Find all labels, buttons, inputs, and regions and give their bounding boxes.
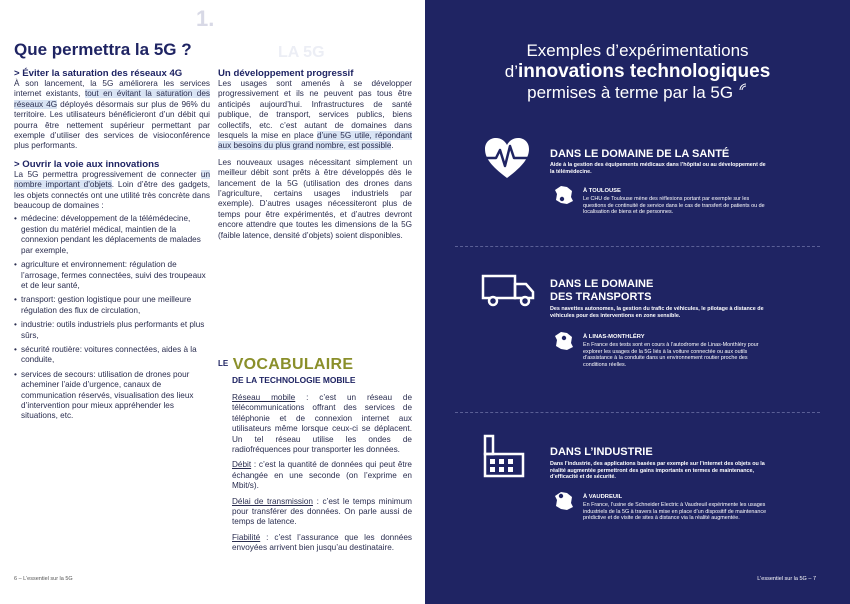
highlight-useful-5g: d’une 5G utile, répondant aux besoins du plus grand nombre, est possible (218, 131, 412, 151)
heart-pulse-icon (481, 134, 533, 182)
france-map-icon (553, 330, 575, 352)
ghost-heading: LA 5G (278, 44, 325, 61)
chapter-number: 1. (196, 6, 215, 31)
vocab-item: Fiabilité : c’est l’assurance que les données envoyées arrivent bien jusqu’au destinataire. (232, 532, 412, 553)
heading-development: Un développement progressif (218, 68, 354, 79)
vocab-item: Réseau mobile : c’est un réseau de télécommunications offrant des services de téléphonie et de connexion internet aux utilisateurs même lorsque ceux-ci se déplacent. Un tel réseau utilise les ondes de radiofréquences pour transporter les données. (232, 393, 412, 455)
vocab-title: VOCABULAIRE (232, 356, 354, 373)
list-item: • services de secours: utilisation de drones pour acheminer l’aide d’urgence, canaux de communication réservés, visualisation des lieux d’intervention pour mieux appréhender les situations, etc. (14, 370, 210, 422)
footer-left: 6 – L’essentiel sur la 5G (14, 576, 73, 582)
transport-heading-line2: DES TRANSPORTS (550, 291, 652, 303)
france-map-icon (553, 490, 575, 512)
factory-icon (481, 432, 527, 478)
list-item: • sécurité routière: voitures connectées, aides à la conduite, (14, 345, 210, 366)
vocab-item: Délai de transmission : c’est le temps minimum pour transférer des données. On parle aussi de temps de latence. (232, 496, 412, 527)
industry-heading: DANS L’INDUSTRIE (550, 446, 653, 458)
transport-description: Des navettes autonomes, la gestion du trafic de véhicules, le pilotage à distance de véhicules pour des interventions en zone sensible. (550, 306, 764, 319)
vocab-item: Débit : c’est la quantité de données qui peut être échangée en une seconde (on l’exprime en Mbit/s). (232, 460, 412, 491)
list-item: • médecine: développement de la télémédecine, gestion du matériel médical, maintien de la connexion pendant les déplacements de malades par exemple, (14, 214, 210, 256)
divider (455, 412, 820, 413)
health-description: Aide à la gestion des équipements médicaux dans l’hôpital ou au développement de la télémédecine. (550, 162, 766, 175)
list-item: • agriculture et environnement: régulation de l’arrosage, fermes connectées, suivi des troupeaux et de leur santé, (14, 260, 210, 291)
transport-location-description: En France des tests sont en cours à l’autodrome de Linas-Monthléry pour explorer les usages de la 5G liés à la voiture connectée ou aux outils d’assistance à la conduite dans un environnement routier proche des conditions réelles. (583, 342, 759, 368)
signal-icon (738, 82, 748, 92)
page-title: Que permettra la 5G ? (14, 40, 192, 59)
list-item: • transport: gestion logistique pour une meilleure régulation des flux de circulation, (14, 295, 210, 316)
innovation-list (14, 214, 210, 421)
health-heading: DANS LE DOMAINE DE LA SANTÉ (550, 148, 730, 160)
paragraph-development-1: Les usages sont amenés à se développer progressivement et ils ne peuvent pas tous être anticipés aujourd’hui. Infrastructures de santé publique, de transport, services publics, biens collectifs, etc. c’est autant de domaines dans lesquels la mise en place d’une 5G utile, répondant aux besoins du plus grand nombre, est possible. (218, 79, 412, 151)
truck-icon (481, 272, 537, 308)
vocab-definitions (218, 393, 412, 554)
divider (455, 246, 820, 247)
paragraph-development-2: Les nouveaux usages nécessitant simplement un meilleur débit sont prêts à être développés dès le lancement de la 5G (utilisation des drones dans l’agriculture, certains usages industriels par exemple). D’autres usages nécessiteront plus de temps pour être expérimentés, et d’autres devront encore attendre que toutes les dimensions de la 5G (faible latence, densité d’objets) soient disponibles. (218, 157, 412, 240)
france-map-icon (553, 184, 575, 206)
heading-saturation: > Éviter la saturation des réseaux 4G (14, 68, 183, 79)
highlight-saturation: tout en évitant la saturation des réseaux 4G (14, 89, 210, 109)
industry-description: Dans l’industrie, des applications basées par exemple sur l’internet des objets ou la réalité augmentée permettront des gains importants en termes de maintenance, d’efficacité et de sécurité. (550, 461, 765, 481)
health-location: À TOULOUSE (583, 188, 621, 194)
right-title: Exemples d’expérimentations d’innovations technologiques permises à terme par la 5G (504, 41, 771, 102)
vocabulary-box (218, 356, 412, 559)
transport-heading-line1: DANS LE DOMAINE (550, 278, 654, 290)
highlight-objects: un nombre important d’objets (14, 169, 210, 190)
vocab-subtitle: DE LA TECHNOLOGIE MOBILE (232, 375, 356, 385)
heading-innovations: > Ouvrir la voie aux innovations (14, 158, 160, 170)
right-column (218, 68, 412, 241)
health-location-description: Le CHU de Toulouse mène des réflexions portant par exemple sur les questions de continuité de service dans le cas de transfert de patients ou de localisation de biens et de personnes. (583, 196, 765, 216)
industry-location-description: En France, l’usine de Schneider Electric à Vaudreuil expérimente les usages industriels de la 5G à travers la mise en place d’un dispositif de maintenance prédictive et de visite de sites à distance via la réalité augmentée. (583, 502, 767, 522)
paragraph-innovations: La 5G permettra progressivement de connecter un nombre important d’objets. Loin d’être des gadgets, les objets connectés ont une utilité très concrète dans beaucoup de domaines : (14, 169, 210, 211)
left-column (14, 68, 210, 426)
transport-location: À LINAS-MONTHLÉRY (583, 334, 645, 340)
vocab-le: LE (218, 359, 229, 368)
industry-location: À VAUDREUIL (583, 494, 623, 500)
list-item: • industrie: outils industriels plus performants et plus sûrs, (14, 320, 210, 341)
right-page (425, 0, 850, 604)
footer-right: L’essentiel sur la 5G – 7 (757, 576, 816, 582)
paragraph-saturation: À son lancement, la 5G améliorera les services internet existants, tout en évitant la saturation des réseaux 4G déployés désormais sur plus de 96% du territoire. Les utilisateurs bénéficieront d’un débit qui pourra être nettement supérieur permettant par exemple d’utiliser des services de visioconférence plus performants. (14, 79, 210, 151)
